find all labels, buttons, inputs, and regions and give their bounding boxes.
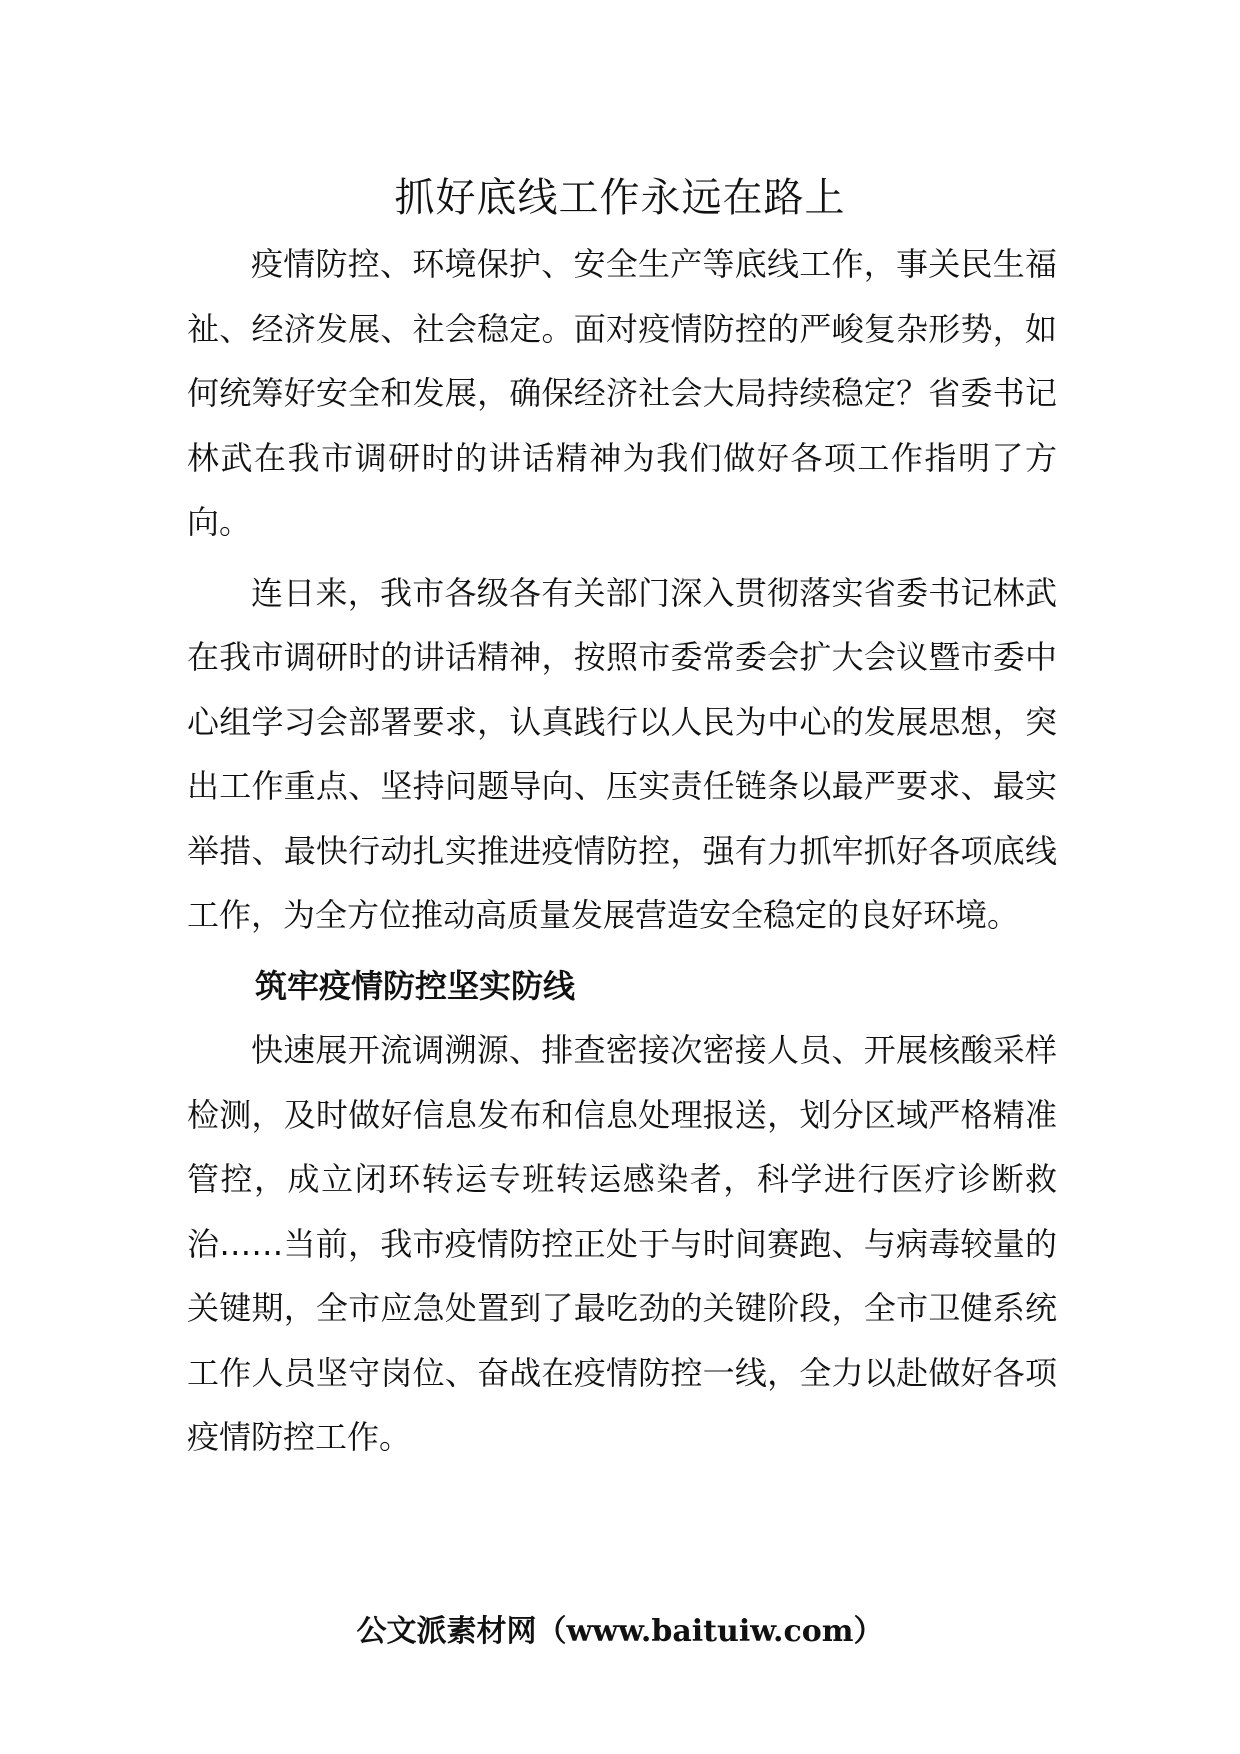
paragraph: 快速展开流调溯源、排查密接次密接人员、开展核酸采样检测，及时做好信息发布和信息处理报送，划分区域严格精准管控，成立闭环转运专班转运感染者，科学进行医疗诊断救治……当前，我市疫情防控正处于与时间赛跑、与病毒较量的关键期，全市应急处置到了最吃劲的关键阶段，全市卫健系统工作人员坚守岗位、奋战在疫情防控一线，全力以赴做好各项疫情防控工作。	[187, 1031, 1057, 1456]
document-body	[187, 232, 1057, 1476]
footer-watermark: 公文派素材网（www.baituiw.com）	[356, 1614, 884, 1649]
paragraph: 连日来，我市各级各有关部门深入贯彻落实省委书记林武在我市调研时的讲话精神，按照市委常委会扩大会议暨市委中心组学习会部署要求，认真践行以人民为中心的发展思想，突出工作重点、坚持问题导向、压实责任链条以最严要求、最实举措、最快行动扎实推进疫情防控，强有力抓牢抓好各项底线工作，为全方位推动高质量发展营造安全稳定的良好环境。	[187, 573, 1057, 934]
section-heading: 筑牢疫情防控坚实防线	[255, 966, 576, 1005]
document-title: 抓好底线工作永远在路上	[394, 175, 846, 221]
paragraph: 疫情防控、环境保护、安全生产等底线工作，事关民生福祉、经济发展、社会稳定。面对疫情防控的严峻复杂形势，如何统筹好安全和发展，确保经济社会大局持续稳定？省委书记林武在我市调研时的讲话精神为我们做好各项工作指明了方向。	[187, 245, 1057, 541]
